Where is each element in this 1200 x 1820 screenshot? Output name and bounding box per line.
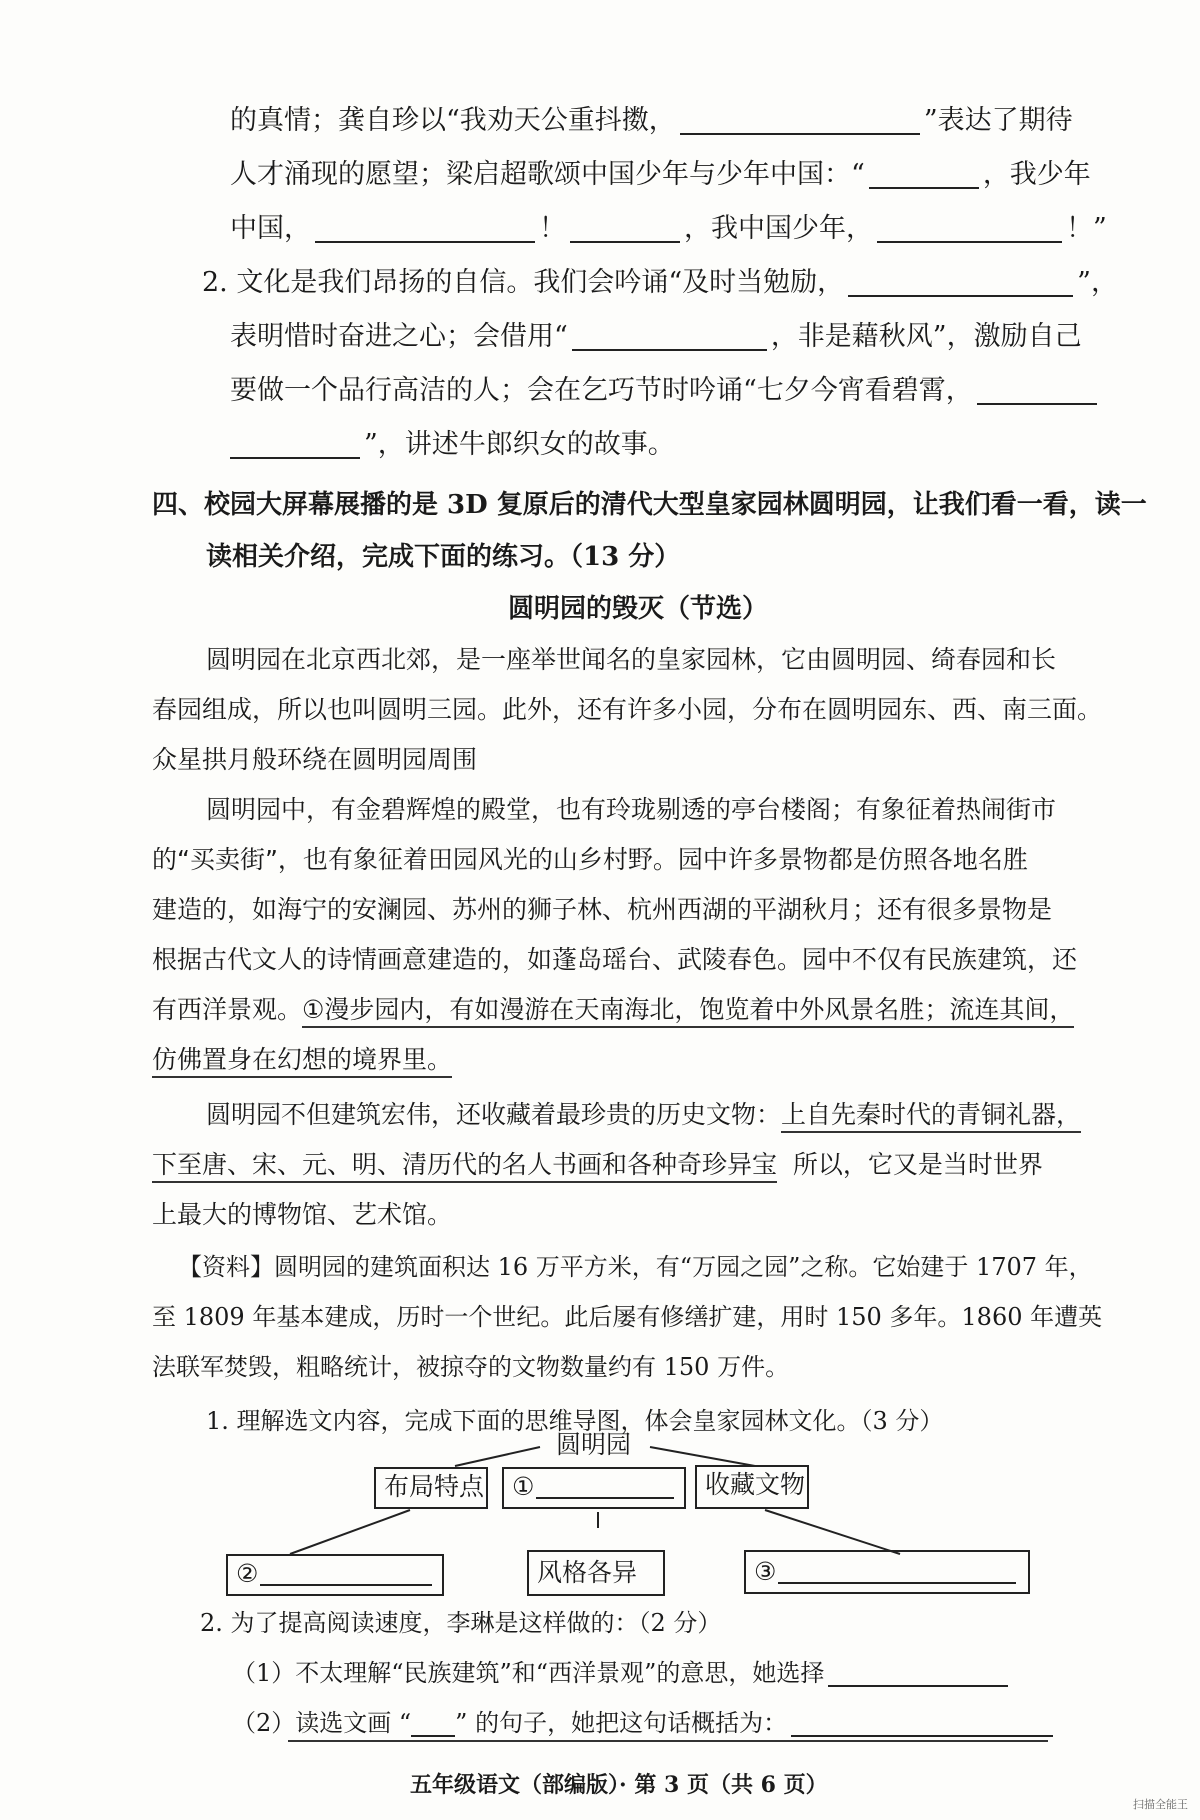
text: ！ (539, 213, 566, 244)
reference-line-1: 【资料】圆明园的建筑面积达 16 万平方米，有“万园之园”之称。它始建于 1707 年， (178, 1253, 1093, 1281)
underlined-sentence: 上自先秦时代的青铜礼器， (781, 1100, 1081, 1133)
answer-blank[interactable] (260, 1560, 432, 1586)
reference-line-3: 法联军焚毁，粗略统计，被掠夺的文物数量约有 150 万件。 (152, 1353, 790, 1381)
paragraph-2-line-1: 圆明园中，有金碧辉煌的殿堂，也有玲珑剔透的亭台楼阁；有象征着热闹街市 (206, 795, 1057, 824)
text: 圆明园不但建筑宏伟，还收藏着最珍贵的历史文物： (206, 1100, 782, 1129)
mindmap-leaf-2 (226, 1554, 444, 1596)
text: 2. 文化是我们昂扬的自信。我们会吟诵“及时当勉励， (202, 267, 845, 298)
text: 的真情；龚自珍以“我劝天公重抖擞， (230, 105, 676, 136)
connector-line (290, 1510, 410, 1554)
connector-line (455, 1447, 540, 1466)
underlined-sentence: 仿佛置身在幻想的境界里。 (152, 1045, 452, 1078)
answer-blank[interactable] (778, 1558, 1016, 1584)
paragraph-2-line-3: 建造的，如海宁的安澜园、苏州的狮子林、杭州西湖的平湖秋月；还有很多景物是 (152, 895, 1053, 924)
text: 人才涌现的愿望；梁启超歌颂中国少年与少年中国：“ (230, 159, 865, 190)
text: 表明惜时奋进之心；会借用“ (230, 321, 568, 352)
paragraph-2-line-4: 根据古代文人的诗情画意建造的，如蓬岛瑶台、武陵春色。园中不仅有民族建筑，还 (152, 945, 1078, 974)
scanner-watermark: 扫描全能王 (1133, 1798, 1188, 1811)
connector-line (765, 1510, 900, 1554)
question-1: 1. 理解选文内容，完成下面的思维导图，体会皇家园林文化。（3 分） (206, 1407, 944, 1435)
section-4-heading-line-2: 读相关介绍，完成下面的练习。（13 分） (206, 542, 681, 572)
underlined-sentence: ①漫步园内，有如漫游在天南海北，饱览着中外风景名胜；流连其间， (302, 995, 1074, 1028)
paragraph-1-line-3: 众星拱月般环绕在圆明园周围 (152, 745, 478, 774)
paragraph-3-line-3: 上最大的博物馆、艺术馆。 (152, 1200, 453, 1229)
answer-blank[interactable] (536, 1473, 674, 1499)
question-2-heading: 2. 为了提高阅读速度，李琳是这样做的：（2 分） (200, 1609, 722, 1637)
text: （2）读选文画 “ (232, 1709, 412, 1737)
underlined-sentence: 下至唐、宋、元、明、清历代的名人书画和各种奇珍异宝 (152, 1150, 777, 1183)
text: 中国， (230, 213, 311, 244)
text: 有西洋景观。 (152, 995, 303, 1024)
circled-number: ③ (754, 1557, 777, 1586)
section-4-heading: 四、校园大屏幕展播的是 3D 复原后的清代大型皇家园林圆明园，让我们看一看，读一 (152, 490, 1147, 520)
answer-blank[interactable] (411, 1709, 455, 1737)
text: ”， (1077, 267, 1118, 298)
mindmap-node-1 (502, 1467, 686, 1509)
circled-number: ② (236, 1559, 259, 1588)
text: ，非是藉秋风”，激励自己 (770, 321, 1082, 352)
text: 要做一个品行高洁的人；会在乞巧节时吟诵“七夕今宵看碧霄， (230, 375, 973, 406)
reference-line-2: 至 1809 年基本建成，历时一个世纪。此后屡有修缮扩建，用时 150 多年。1860 年遭英 (152, 1303, 1103, 1331)
question-2-1 (232, 1656, 1012, 1690)
mindmap-node-layout: 布局特点 (374, 1467, 488, 1509)
mindmap-leaf-style: 风格各异 (527, 1550, 665, 1596)
text: ！” (1066, 213, 1107, 244)
answer-blank[interactable] (828, 1659, 1008, 1687)
paragraph-2-line-2: 的“买卖街”，也有象征着田园风光的山乡村野。园中许多景物都是仿照各地名胜 (152, 845, 1028, 874)
text: ”表达了期待 (923, 105, 1073, 136)
text: ，我少年 (982, 159, 1091, 190)
connector-line (650, 1447, 755, 1466)
page-footer: 五年级语文（部编版）· 第 3 页（共 6 页） (410, 1772, 828, 1798)
paragraph-1-line-2: 春园组成，所以也叫圆明三园。此外，还有许多小园，分布在圆明园东、西、南三面。 (152, 695, 1103, 724)
mindmap-node-collection: 收藏文物 (695, 1465, 809, 1509)
mindmap-leaf-3 (744, 1550, 1030, 1594)
text: 所以，它又是当时世界 (792, 1150, 1043, 1179)
text: （1）不太理解“民族建筑”和“西洋景观”的意思，她选择 (232, 1659, 825, 1687)
answer-line[interactable] (288, 1740, 1048, 1742)
question-2-2 (232, 1706, 1057, 1740)
mindmap-root: 圆明园 (556, 1430, 632, 1459)
text: ” 的句子，她把这句话概括为： (455, 1709, 788, 1737)
answer-blank[interactable] (791, 1709, 1053, 1737)
circled-number: ① (512, 1472, 535, 1501)
passage-title: 圆明园的毁灭（节选） (508, 594, 769, 624)
paragraph-1-line-1: 圆明园在北京西北郊，是一座举世闻名的皇家园林，它由圆明园、绮春园和长 (206, 645, 1057, 674)
text: ，我中国少年， (684, 213, 873, 244)
text: ”，讲述牛郎织女的故事。 (364, 429, 675, 460)
